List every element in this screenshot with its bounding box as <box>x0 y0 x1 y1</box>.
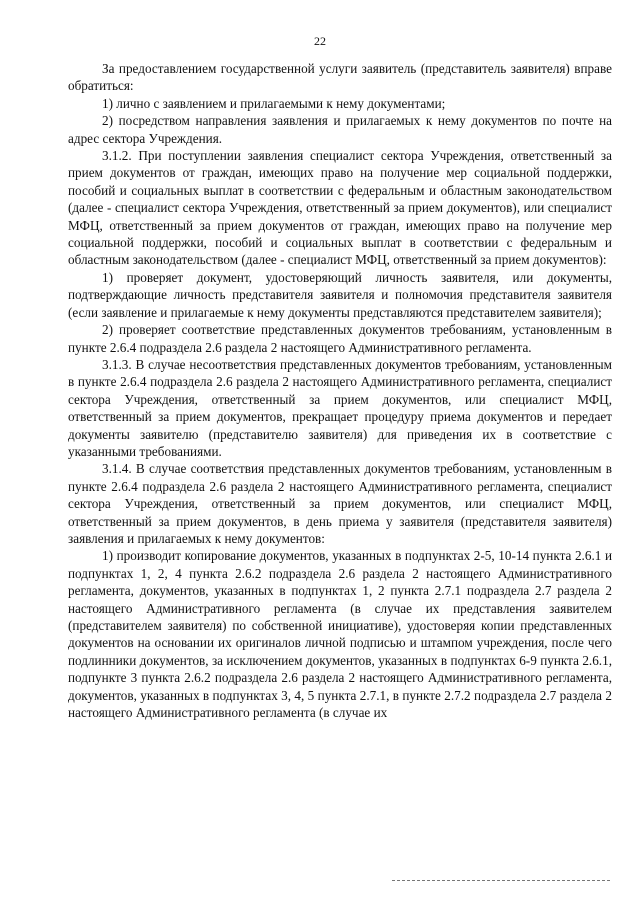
paragraph-3-1-4: 3.1.4. В случае соответствия представленных документов требованиям, установленным в пункте 2.6.4 подраздела 2.6 раздела 2 настоящего Административного регламента, специалист сектора Учреждения, ответственный за прием документов, или специалист МФЦ, ответственный за прием документов, в день приема у заявителя (представителя заявителя) заявления и прилагаемых к нему документов: <box>68 461 612 546</box>
paragraph-3-1-2: 3.1.2. При поступлении заявления специалист сектора Учреждения, ответственный за прием документов от граждан, имеющих право на получение мер социальной поддержки, пособий и социальных выплат в соответствии с федеральным и областным законодательством (далее - специалист сектора Учреждения, ответственный за прием документов), или специалист МФЦ, ответственный за прием документов от граждан, имеющих право на получение мер социальной поддержки, пособий и социальных выплат в соответствии с федеральным и областным законодательством (далее - специалист МФЦ, ответственный за прием документов): <box>68 148 612 268</box>
paragraph-copying: 1) производит копирование документов, указанных в подпунктах 2-5, 10-14 пункта 2.6.1 и подпунктах 1, 2, 4 пункта 2.6.2 подраздела 2.6 раздела 2 настоящего Административного регламента, документов, указанных в подпунктах 1, 2 пункта 2.7.1 подраздела 2.7 раздела 2 настоящего Административного регламента (в случае их представления заявителем (представителем заявителя) по собственной инициативе), удостоверяя копии представленных документов на основании их оригиналов личной подписью и штампом учреждения, после чего подлинники документов, за исключением документов, указанных в подпунктах 6-9 пункта 2.6.1, подпункте 3 пункта 2.6.2 подраздела 2.6 раздела 2 настоящего Административного регламента, документов, указанных в подпунктах 3, 4, 5 пункта 2.7.1, в пункте 2.7.2 подраздела 2.7 раздела 2 настоящего Административного регламента (в случае их <box>68 548 612 721</box>
footer-divider <box>392 880 610 881</box>
page-number: 22 <box>314 34 326 48</box>
paragraph-intro: За предоставлением государственной услуги заявитель (представитель заявителя) вправе обратиться: <box>68 61 612 94</box>
paragraph-item-1: 1) лично с заявлением и прилагаемыми к нему документами; <box>102 95 446 111</box>
paragraph-check-1: 1) проверяет документ, удостоверяющий личность заявителя, или документы, подтверждающие личность представителя заявителя и полномочия представителя заявителя (если заявление и прилагаемые к нему документы представляются представителем заявителя); <box>68 269 612 320</box>
paragraph-3-1-3: 3.1.3. В случае несоответствия представленных документов требованиям, установленным в пункте 2.6.4 подраздела 2.6 раздела 2 настоящего Административного регламента, специалист сектора Учреждения, ответственный за прием документов, или специалист МФЦ, ответственный за прием документов, прекращает процедуру приема документов и передает документы заявителю (представителю заявителя) для приведения их в соответствие с указанными требованиями. <box>68 356 612 459</box>
paragraph-item-2: 2) посредством направления заявления и прилагаемых к нему документов по почте на адрес сектора Учреждения. <box>68 113 612 146</box>
paragraph-check-2: 2) проверяет соответствие представленных документов требованиям, установленным в пункте 2.6.4 подраздела 2.6 раздела 2 настоящего Административного регламента. <box>68 322 612 355</box>
document-body <box>68 60 612 721</box>
